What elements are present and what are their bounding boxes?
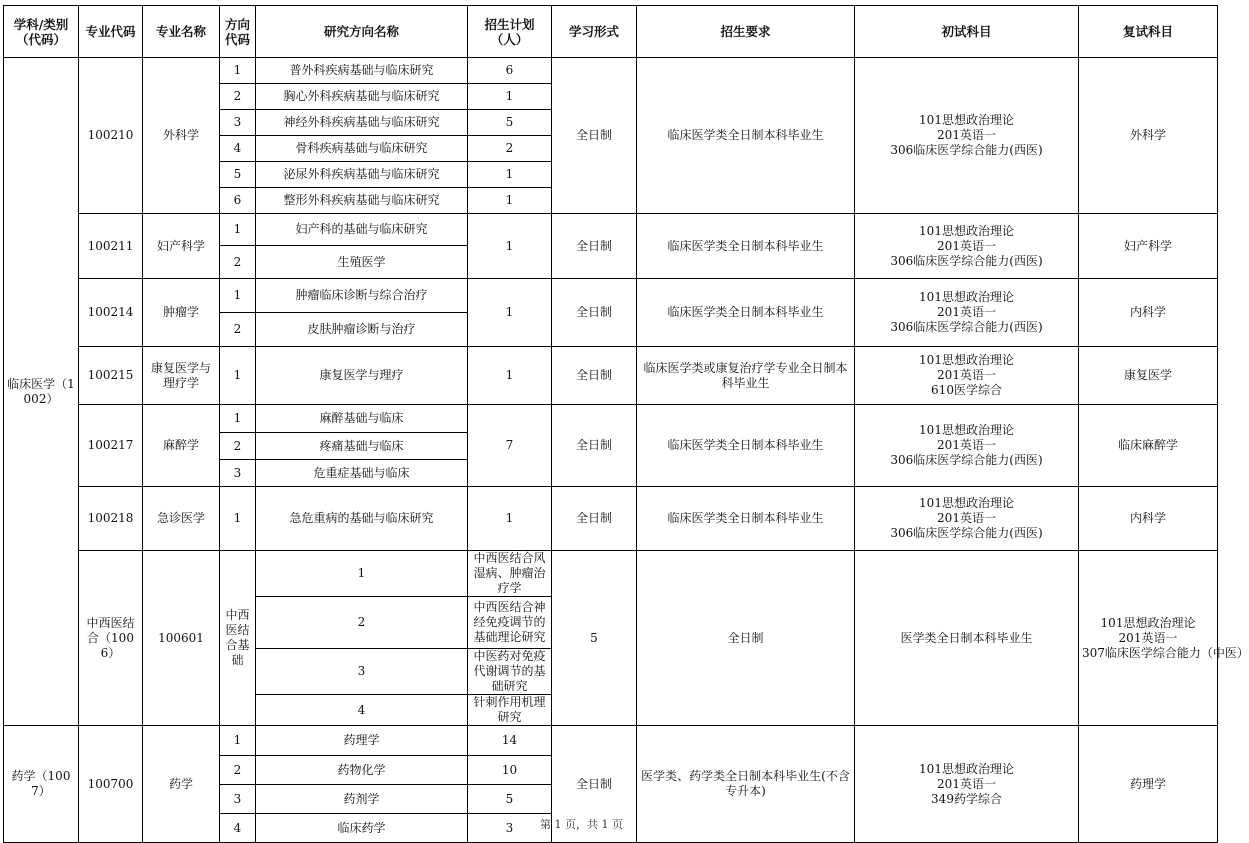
prelim-subjects-cell (855, 347, 1079, 405)
retest-subject-cell: 内科学 (1079, 279, 1218, 347)
header-major-name: 专业名称 (143, 6, 220, 58)
major-name-cell: 康复医学与理疗学 (143, 347, 220, 405)
major-name-cell: 急诊医学 (143, 487, 220, 551)
major-code-cell: 100700 (79, 726, 143, 843)
direction-code-cell: 1 (220, 405, 256, 433)
direction-code-cell: 2 (220, 756, 256, 785)
retest-subject-cell: 外科学 (1079, 58, 1218, 214)
direction-name-cell: 生殖医学 (256, 246, 468, 279)
major-code-cell: 100218 (79, 487, 143, 551)
plan-cell: 1 (468, 214, 552, 279)
prelim-subject: 201英语一 (937, 128, 996, 142)
discipline-cell: 药学（1007） (4, 726, 79, 843)
prelim-subjects-cell (855, 487, 1079, 551)
direction-code-cell: 2 (220, 84, 256, 110)
prelim-subject: 349药学综合 (931, 791, 1002, 806)
plan-cell: 1 (468, 279, 552, 347)
study-mode-cell: 全日制 (552, 487, 637, 551)
direction-name-cell: 普外科疾病基础与临床研究 (256, 58, 468, 84)
admissions-table (3, 5, 1249, 843)
prelim-subject: 101思想政治理论 (919, 290, 1014, 304)
direction-name-cell: 药理学 (256, 726, 468, 756)
prelim-subjects-cell (1079, 551, 1249, 726)
plan-cell: 1 (468, 162, 552, 188)
prelim-subject: 101思想政治理论 (919, 496, 1014, 510)
table-row (4, 405, 1218, 433)
header-discipline: 学科/类别（代码） (4, 6, 79, 58)
table-row (4, 551, 1218, 597)
study-mode-cell: 全日制 (552, 405, 637, 487)
direction-name-cell: 神经外科疾病基础与临床研究 (256, 110, 468, 136)
prelim-subject: 306临床医学综合能力(西医) (890, 453, 1043, 467)
plan-cell: 1 (468, 188, 552, 214)
retest-subject-cell: 临床麻醉学 (1079, 405, 1218, 487)
plan-cell: 3 (468, 814, 552, 843)
table-row (4, 347, 1218, 405)
prelim-subject: 201英语一 (937, 776, 996, 791)
prelim-subjects-cell (855, 58, 1079, 214)
prelim-subject: 306临床医学综合能力(西医) (890, 526, 1043, 540)
direction-name-cell: 康复医学与理疗 (256, 347, 468, 405)
direction-name-cell: 中西医结合神经免疫调节的基础理论研究 (468, 597, 552, 649)
direction-name-cell: 妇产科的基础与临床研究 (256, 214, 468, 246)
prelim-subject: 101思想政治理论 (919, 353, 1014, 367)
direction-name-cell: 药物化学 (256, 756, 468, 785)
requirement-cell: 临床医学类全日制本科毕业生 (637, 405, 855, 487)
major-name-cell: 肿瘤学 (143, 279, 220, 347)
plan-cell: 7 (468, 405, 552, 487)
direction-code-cell: 1 (220, 58, 256, 84)
prelim-subject: 201英语一 (937, 511, 996, 525)
discipline-cell: 中西医结合（1006） (79, 551, 143, 726)
discipline-cell: 临床医学（1002） (4, 58, 79, 726)
study-mode-cell: 全日制 (552, 279, 637, 347)
direction-code-cell: 2 (220, 246, 256, 279)
study-mode-cell: 全日制 (552, 214, 637, 279)
header-row (4, 6, 1218, 58)
header-prelim-subjects: 初试科目 (855, 6, 1079, 58)
major-name-cell: 中西医结合基础 (220, 551, 256, 726)
table-row (4, 726, 1218, 756)
retest-subject-cell: 妇产科学 (1079, 214, 1218, 279)
requirement-cell: 医学类全日制本科毕业生 (855, 551, 1079, 726)
major-name-cell: 麻醉学 (143, 405, 220, 487)
direction-name-cell: 急危重病的基础与临床研究 (256, 487, 468, 551)
plan-cell: 14 (468, 726, 552, 756)
direction-code-cell: 2 (220, 433, 256, 460)
table-row (4, 279, 1218, 313)
page-number: 第 1 页，共 1 页 (540, 818, 623, 831)
major-code-cell: 100601 (143, 551, 220, 726)
prelim-subject: 201英语一 (1118, 630, 1178, 645)
direction-code-cell: 3 (256, 649, 468, 695)
plan-cell: 2 (468, 136, 552, 162)
plan-cell: 6 (468, 58, 552, 84)
prelim-subject: 201英语一 (937, 305, 996, 319)
direction-name-cell: 肿瘤临床诊断与综合治疗 (256, 279, 468, 313)
requirement-cell: 临床医学类全日制本科毕业生 (637, 279, 855, 347)
prelim-subject: 201英语一 (937, 238, 996, 253)
prelim-subject: 306临床医学综合能力(西医) (890, 320, 1043, 334)
study-mode-cell: 全日制 (637, 551, 855, 726)
direction-name-cell: 疼痛基础与临床 (256, 433, 468, 460)
major-code-cell: 100217 (79, 405, 143, 487)
direction-code-cell: 1 (220, 214, 256, 246)
header-direction-name: 研究方向名称 (256, 6, 468, 58)
direction-code-cell: 3 (220, 110, 256, 136)
prelim-subject: 101思想政治理论 (919, 113, 1014, 127)
table-row (4, 58, 1218, 84)
header-study-mode: 学习形式 (552, 6, 637, 58)
direction-code-cell: 1 (220, 487, 256, 551)
requirement-cell: 临床医学类或康复治疗学专业全日制本科毕业生 (637, 347, 855, 405)
prelim-subject: 307临床医学综合能力（中医） (1082, 645, 1249, 660)
prelim-subjects-cell (855, 214, 1079, 279)
direction-code-cell: 1 (220, 726, 256, 756)
plan-cell: 5 (552, 551, 637, 726)
direction-code-cell: 3 (220, 785, 256, 814)
direction-name-cell: 危重症基础与临床 (256, 460, 468, 487)
plan-cell: 10 (468, 756, 552, 785)
prelim-subject: 201英语一 (937, 438, 996, 452)
header-enrollment-plan: 招生计划（人） (468, 6, 552, 58)
direction-name-cell: 泌尿外科疾病基础与临床研究 (256, 162, 468, 188)
direction-name-cell: 药剂学 (256, 785, 468, 814)
direction-name-cell: 骨科疾病基础与临床研究 (256, 136, 468, 162)
plan-cell: 1 (468, 84, 552, 110)
prelim-subject: 101思想政治理论 (919, 223, 1014, 238)
table-row (4, 487, 1218, 551)
study-mode-cell: 全日制 (552, 726, 637, 843)
direction-name-cell: 胸心外科疾病基础与临床研究 (256, 84, 468, 110)
major-code-cell: 100211 (79, 214, 143, 279)
plan-cell: 1 (468, 347, 552, 405)
prelim-subject: 610医学综合 (931, 383, 1002, 397)
direction-name-cell: 麻醉基础与临床 (256, 405, 468, 433)
requirement-cell: 临床医学类全日制本科毕业生 (637, 214, 855, 279)
header-direction-code: 方向代码 (220, 6, 256, 58)
direction-code-cell: 1 (220, 347, 256, 405)
header-requirement: 招生要求 (637, 6, 855, 58)
direction-name-cell: 针刺作用机理研究 (468, 695, 552, 726)
table-row (4, 214, 1218, 246)
direction-code-cell: 4 (220, 136, 256, 162)
study-mode-cell: 全日制 (552, 347, 637, 405)
header-retest-subjects: 复试科目 (1079, 6, 1218, 58)
direction-code-cell: 2 (220, 313, 256, 347)
major-name-cell: 妇产科学 (143, 214, 220, 279)
retest-subject-cell: 康复医学 (1079, 347, 1218, 405)
direction-code-cell: 3 (220, 460, 256, 487)
retest-subject-cell: 内科学 (1079, 487, 1218, 551)
plan-cell: 5 (468, 785, 552, 814)
header-major-code: 专业代码 (79, 6, 143, 58)
prelim-subject: 201英语一 (937, 368, 996, 382)
retest-subject-cell: 药理学 (1079, 726, 1218, 843)
plan-cell: 5 (468, 110, 552, 136)
direction-name-cell: 整形外科疾病基础与临床研究 (256, 188, 468, 214)
direction-name-cell: 中医药对免疫代谢调节的基础研究 (468, 649, 552, 695)
major-code-cell: 100214 (79, 279, 143, 347)
direction-code-cell: 1 (256, 551, 468, 597)
major-name-cell: 药学 (143, 726, 220, 843)
direction-code-cell: 5 (220, 162, 256, 188)
requirement-cell: 医学类、药学类全日制本科毕业生(不含专升本) (637, 726, 855, 843)
prelim-subject: 101思想政治理论 (919, 761, 1014, 776)
direction-code-cell: 6 (220, 188, 256, 214)
major-code-cell: 100215 (79, 347, 143, 405)
requirement-cell: 临床医学类全日制本科毕业生 (637, 487, 855, 551)
direction-name-cell: 临床药学 (256, 814, 468, 843)
direction-name-cell: 中西医结合风湿病、肿瘤治疗学 (468, 551, 552, 597)
prelim-subject: 101思想政治理论 (1100, 615, 1196, 630)
direction-code-cell: 1 (220, 279, 256, 313)
requirement-cell: 临床医学类全日制本科毕业生 (637, 58, 855, 214)
direction-code-cell: 4 (256, 695, 468, 726)
plan-cell: 1 (468, 487, 552, 551)
prelim-subjects-cell (855, 405, 1079, 487)
major-name-cell: 外科学 (143, 58, 220, 214)
direction-code-cell: 2 (256, 597, 468, 649)
major-code-cell: 100210 (79, 58, 143, 214)
prelim-subject: 306临床医学综合能力(西医) (890, 143, 1043, 157)
prelim-subject: 101思想政治理论 (919, 423, 1014, 437)
direction-code-cell: 4 (220, 814, 256, 843)
direction-name-cell: 皮肤肿瘤诊断与治疗 (256, 313, 468, 347)
prelim-subject: 306临床医学综合能力(西医) (890, 253, 1043, 268)
prelim-subjects-cell (855, 279, 1079, 347)
study-mode-cell: 全日制 (552, 58, 637, 214)
